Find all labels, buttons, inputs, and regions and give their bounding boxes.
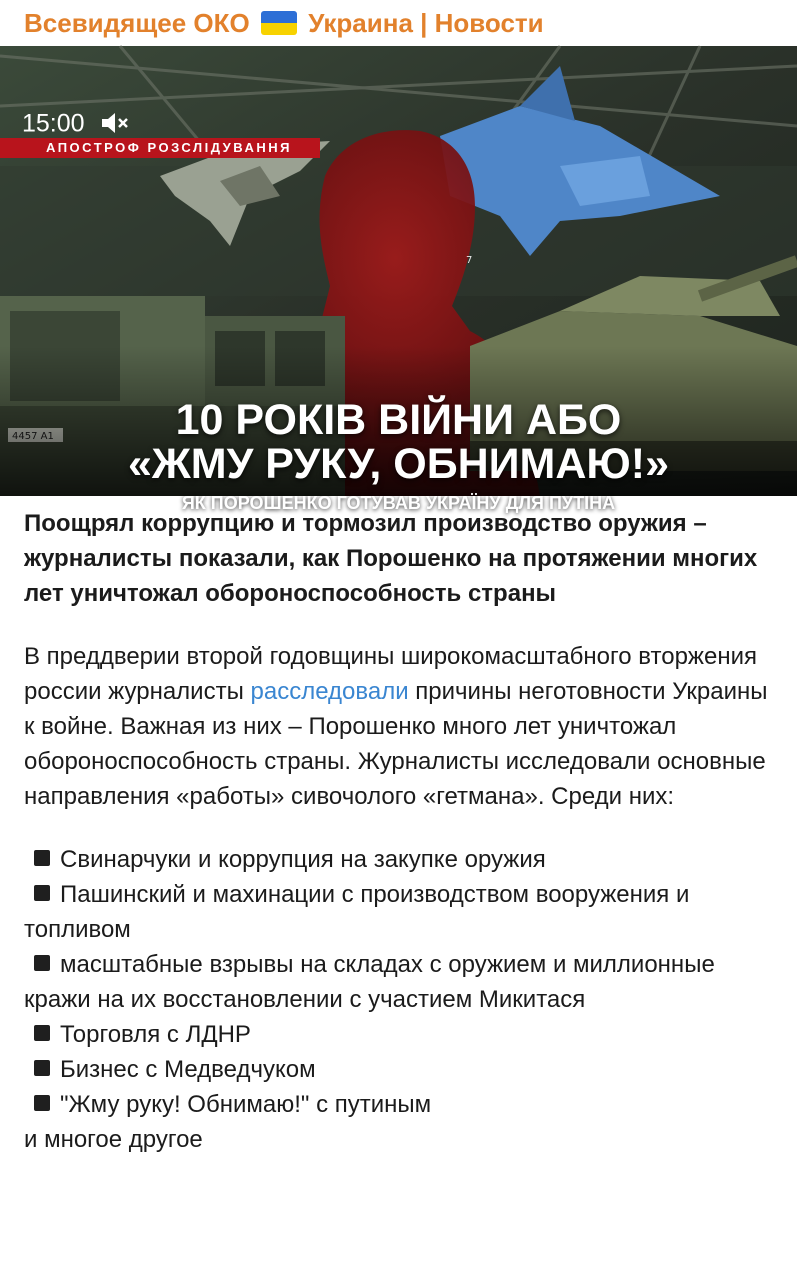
black-square-icon xyxy=(34,1095,50,1111)
post-body xyxy=(24,506,784,1157)
paragraph-text-end: причины неготовности Украины к войне. Важная из них – Порошенко много лет уничтожал обороноспособность страны. Журналисты исследовали основные направления «работы» сивочолого «гетмана». Среди них: xyxy=(24,678,768,810)
bullet-list xyxy=(24,842,784,1157)
paragraph-text-start: В преддверии второй годовщины широкомасштабного вторжения россии журналисты xyxy=(24,643,757,705)
investigation-link[interactable]: расследовали xyxy=(250,678,409,705)
black-square-icon xyxy=(34,1025,50,1041)
list-item-text: Бизнес с Медведчуком xyxy=(60,1056,316,1083)
jet-number: 7 xyxy=(466,255,473,266)
list-item xyxy=(24,947,784,1017)
video-time-overlay xyxy=(22,106,130,139)
channel-title[interactable] xyxy=(24,4,544,42)
black-square-icon xyxy=(34,955,50,971)
black-square-icon xyxy=(34,885,50,901)
list-item-text: масштабные взрывы на складах с оружием и миллионные кражи на их восстановлении с участием Микитася xyxy=(24,951,715,1013)
source-banner: АПОСТРОФ РОЗСЛІДУВАННЯ xyxy=(0,138,320,158)
post-paragraph xyxy=(24,639,784,814)
overlay-title-line1: 10 РОКІВ ВІЙНИ АБО xyxy=(175,396,622,444)
list-item xyxy=(24,842,784,877)
video-thumbnail[interactable] xyxy=(0,46,797,513)
channel-title-part-2: Украина | Новости xyxy=(308,8,544,38)
list-item-text: "Жму руку! Обнимаю!" с путиным xyxy=(60,1091,432,1118)
ukraine-flag-icon xyxy=(261,11,297,35)
list-item-text: Пашинский и махинации с производством вооружения и топливом xyxy=(24,881,690,943)
overlay-subtitle: ЯК ПОРОШЕНКО ГОТУВАВ УКРАЇНУ ДЛЯ ПУТІНА xyxy=(181,493,616,513)
channel-title-part-1: Всевидящее ОКО xyxy=(24,8,250,38)
list-item-text: Торговля с ЛДНР xyxy=(60,1021,251,1048)
video-time: 15:00 xyxy=(22,109,85,138)
speaker-muted-icon[interactable] xyxy=(100,111,130,135)
post-headline: Поощрял коррупцию и тормозил производство оружия – журналисты показали, как Порошенко на протяжении многих лет уничтожал обороноспособность страны xyxy=(24,510,758,607)
black-square-icon xyxy=(34,850,50,866)
list-item xyxy=(24,1052,784,1087)
list-item-text: Свинарчуки и коррупция на закупке оружия xyxy=(60,846,546,873)
list-closing-text: и многое другое xyxy=(24,1126,203,1153)
list-item xyxy=(24,1087,784,1122)
list-item xyxy=(24,877,784,947)
list-item xyxy=(24,1017,784,1052)
overlay-title-line2: «ЖМУ РУКУ, ОБНИМАЮ!» xyxy=(127,440,670,488)
black-square-icon xyxy=(34,1060,50,1076)
